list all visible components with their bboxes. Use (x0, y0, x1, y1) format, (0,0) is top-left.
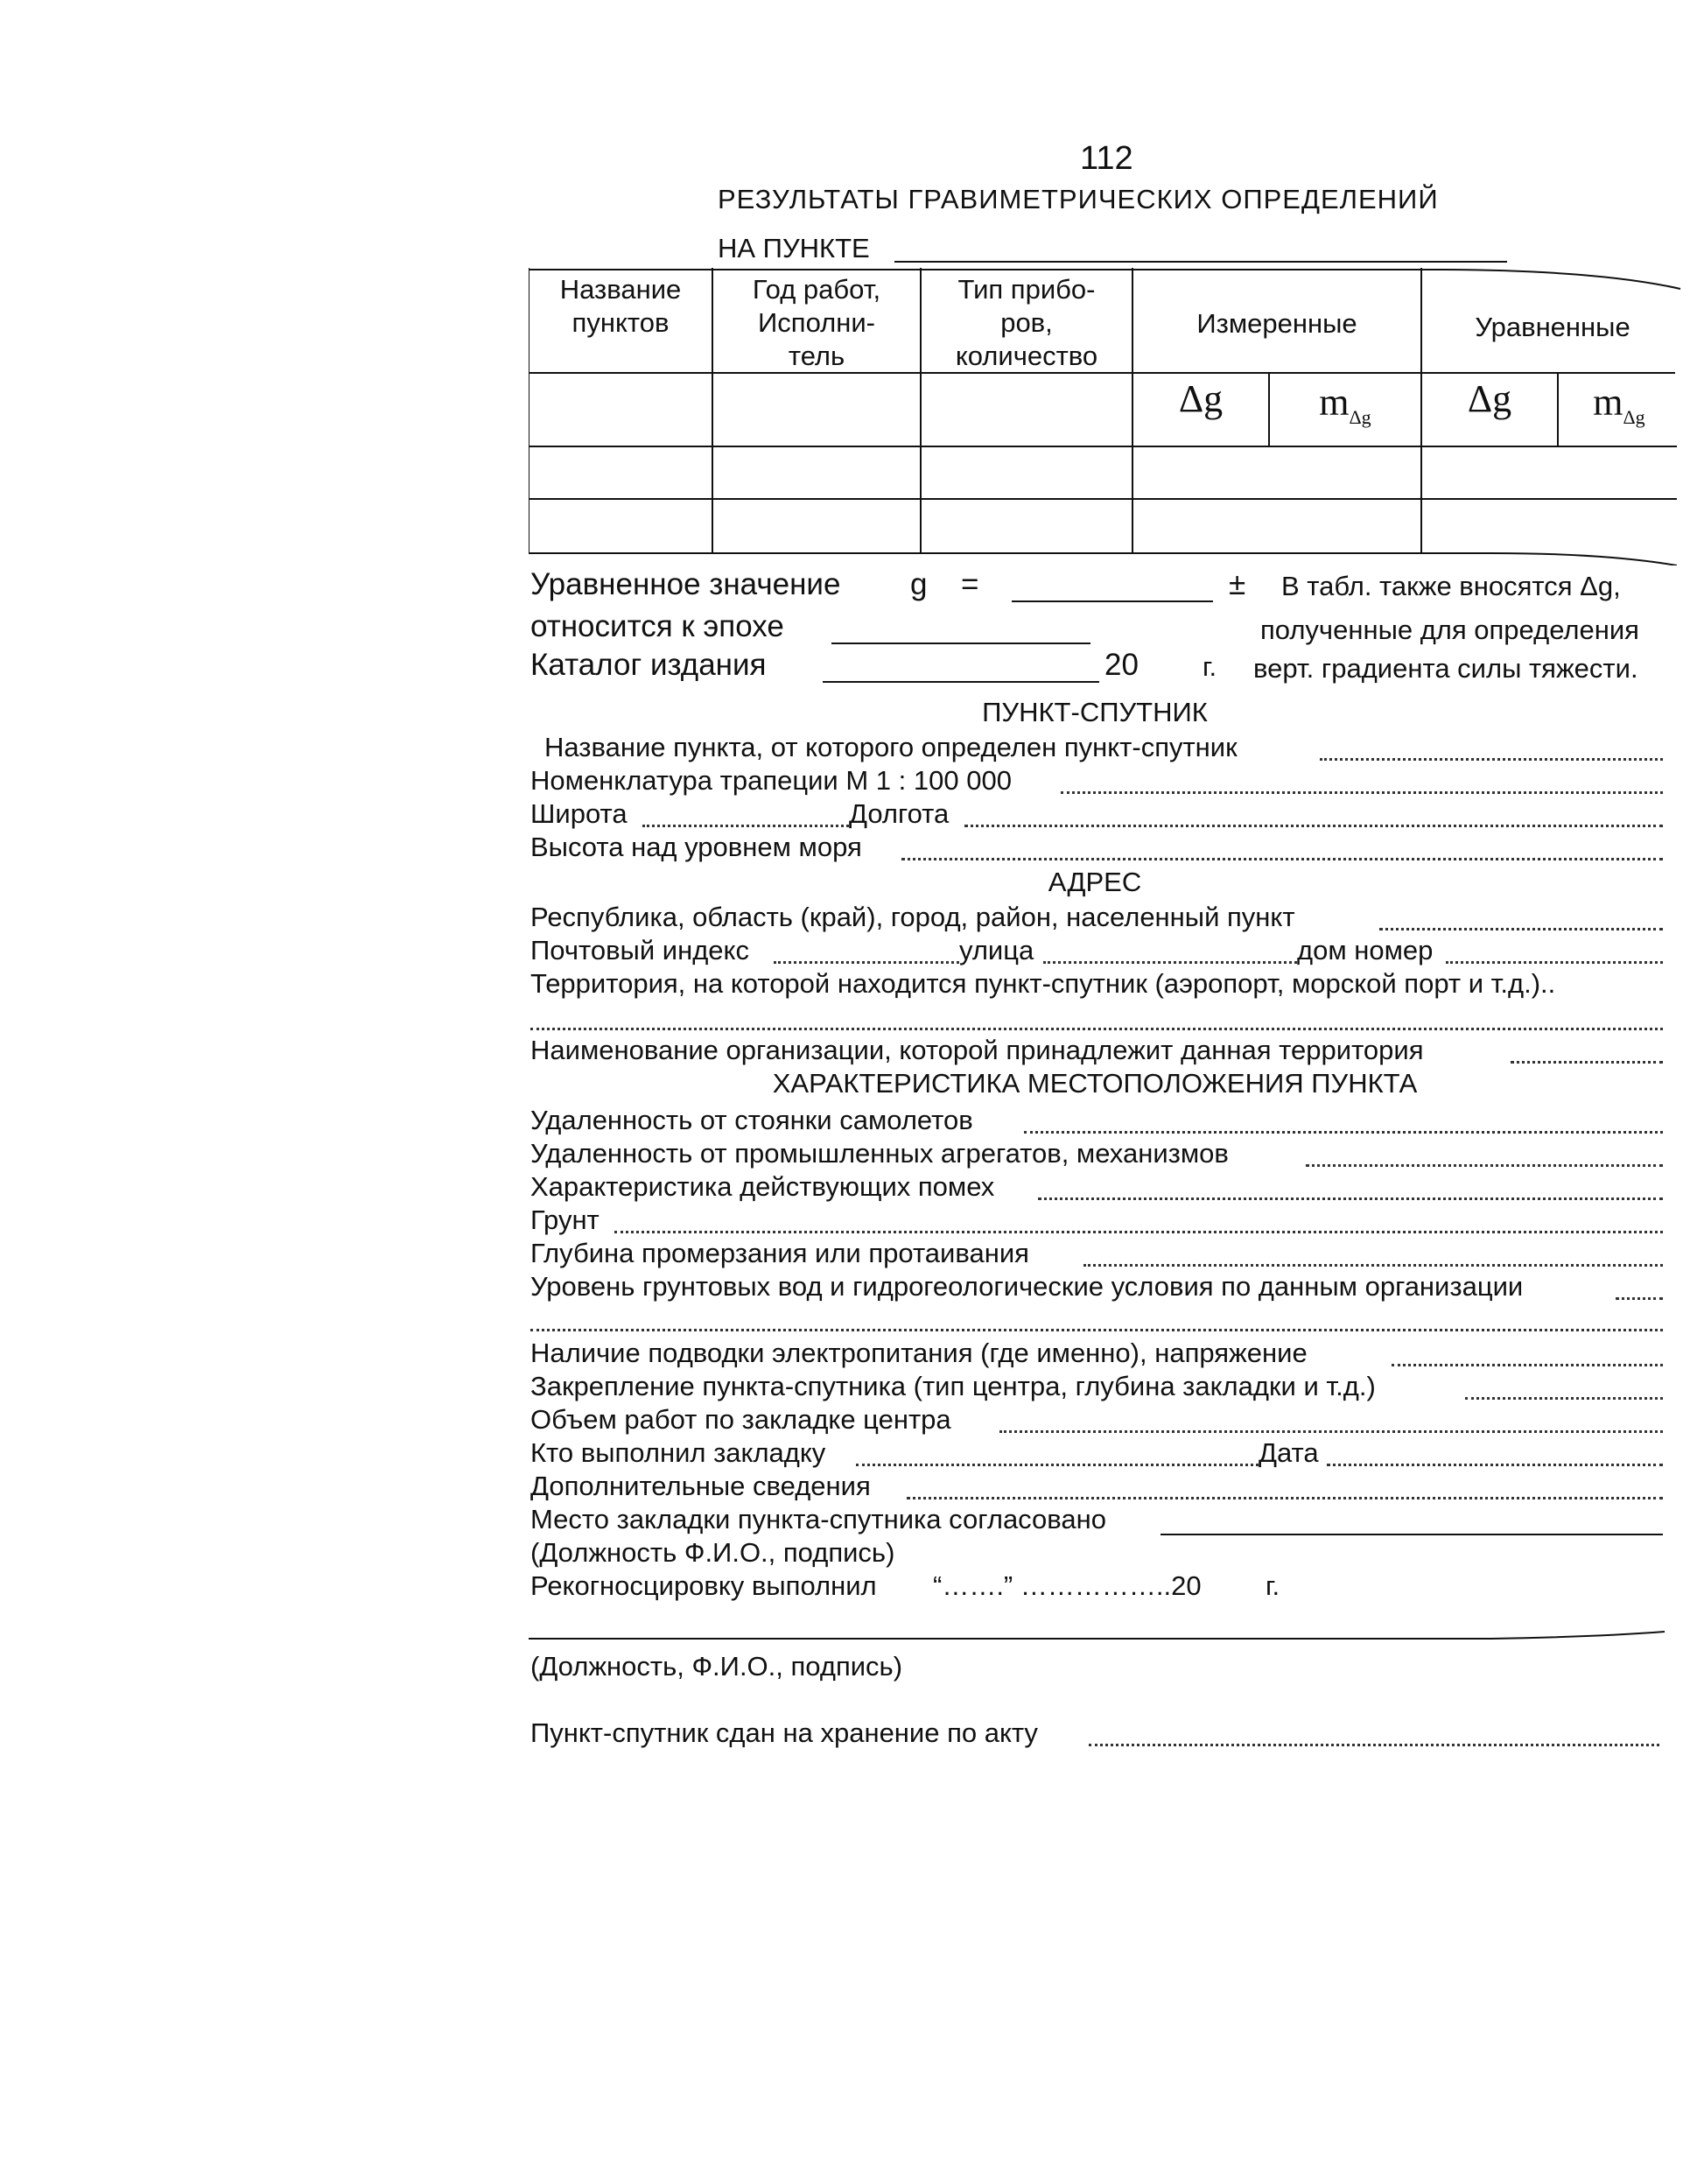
groundwater-label: Уровень грунтовых вод и гидрогеологические условия по данным организации (530, 1271, 1524, 1302)
position-label-2: (Должность, Ф.И.О., подпись) (530, 1651, 903, 1682)
adjusted-delta-g: Δg (1467, 377, 1512, 420)
name-from-label: Название пункта, от которого определен пункт-спутник (544, 732, 1238, 762)
nomenclature-field[interactable] (1061, 791, 1663, 794)
plus-minus: ± (1229, 567, 1246, 601)
industrial-label: Удаленность от промышленных агрегатов, механизмов (530, 1138, 1229, 1169)
organization-field[interactable] (1511, 1061, 1663, 1064)
recon-g: г. (1266, 1570, 1280, 1601)
epoch-field[interactable] (831, 643, 1090, 644)
signature-line[interactable] (529, 1628, 1666, 1646)
height-label: Высота над уровнем моря (530, 832, 862, 862)
industrial-field[interactable] (1306, 1164, 1663, 1167)
date-label: Дата (1259, 1437, 1319, 1468)
g-symbol: g (910, 567, 928, 601)
catalog-field[interactable] (823, 681, 1099, 683)
characteristics-heading: ХАРАКТЕРИСТИКА МЕСТОПОЛОЖЕНИЯ ПУНКТА (772, 1068, 1418, 1099)
date-field[interactable] (1327, 1464, 1663, 1466)
freeze-label: Глубина промерзания или протаивания (530, 1238, 1029, 1268)
aircraft-label: Удаленность от стоянки самолетов (530, 1105, 973, 1135)
longitude-field[interactable] (964, 825, 1663, 827)
name-from-field[interactable] (1320, 758, 1663, 761)
volume-label: Объем работ по закладке центра (530, 1404, 951, 1435)
note-line-2: полученные для определения (1260, 614, 1639, 645)
latitude-label: Широта (530, 798, 628, 829)
extra-label: Дополнительные сведения (530, 1471, 871, 1501)
page-title: РЕЗУЛЬТАТЫ ГРАВИМЕТРИЧЕСКИХ ОПРЕДЕЛЕНИЙ (718, 184, 1439, 214)
street-label: улица (959, 935, 1034, 966)
header-adjusted-text: Уравненные (1475, 312, 1630, 342)
measured-delta-g: Δg (1178, 377, 1224, 420)
agreed-field[interactable] (1161, 1534, 1663, 1535)
header-measured-text: Измеренные (1196, 308, 1357, 339)
longitude-label: Долгота (849, 798, 950, 829)
recon-date[interactable]: “…….” ……………..20 (933, 1570, 1202, 1601)
height-field[interactable] (901, 858, 1663, 860)
street-field[interactable] (1043, 961, 1297, 964)
header-year-text: Год работ, Исполни- тель (752, 274, 881, 371)
note-line-3: верт. градиента силы тяжести. (1253, 653, 1638, 684)
epoch-label: относится к эпохе (530, 609, 784, 643)
latitude-field[interactable] (642, 825, 849, 827)
territory-field[interactable] (530, 1028, 1663, 1030)
fixing-label: Закрепление пункта-спутника (тип центра, глубина закладки и т.д.) (530, 1371, 1376, 1401)
who-field[interactable] (856, 1464, 1259, 1466)
soil-label: Грунт (530, 1204, 600, 1235)
recon-label: Рекогносцировку выполнил (530, 1570, 877, 1601)
house-label: дом номер (1297, 935, 1434, 966)
freeze-field[interactable] (1083, 1264, 1663, 1267)
agreed-label: Место закладки пункта-спутника согласовано (530, 1504, 1106, 1534)
adjusted-value-label: Уравненное значение (530, 567, 841, 601)
house-field[interactable] (1446, 961, 1663, 964)
position-label-1: (Должность Ф.И.О., подпись) (530, 1537, 895, 1568)
satellite-heading: ПУНКТ-СПУТНИК (982, 697, 1208, 727)
address-heading: АДРЕС (1048, 867, 1142, 897)
adjusted-m-delta-g: mΔg (1593, 381, 1645, 428)
postcode-field[interactable] (774, 961, 959, 964)
nomenclature-label: Номенклатура трапеции М 1 : 100 000 (530, 765, 1012, 796)
equals-sign: = (961, 567, 979, 601)
storage-label: Пункт-спутник сдан на хранение по акту (530, 1717, 1038, 1748)
subtitle: НА ПУНКТЕ (718, 233, 870, 263)
adjusted-value-field[interactable] (1012, 600, 1213, 602)
who-label: Кто выполнил закладку (530, 1437, 826, 1468)
page-number: 112 (1080, 140, 1133, 177)
interference-label: Характеристика действующих помех (530, 1171, 995, 1202)
catalog-g: г. (1203, 651, 1217, 682)
aircraft-field[interactable] (1024, 1131, 1663, 1134)
extra-field[interactable] (907, 1497, 1663, 1499)
power-label: Наличие подводки электропитания (где именно), напряжение (530, 1338, 1308, 1368)
groundwater-field[interactable] (1616, 1297, 1663, 1300)
catalog-year: 20 (1104, 648, 1139, 682)
volume-field[interactable] (999, 1430, 1663, 1433)
postcode-label: Почтовый индекс (530, 935, 749, 966)
interference-field[interactable] (1038, 1197, 1663, 1200)
note-line-1: В табл. также вносятся Δg, (1281, 571, 1621, 601)
header-type-text: Тип прибо- ров, количество (955, 274, 1098, 371)
measured-m-delta-g: mΔg (1319, 381, 1371, 428)
region-label: Республика, область (край), город, район, населенный пункт (530, 902, 1295, 932)
territory-label: Территория, на которой находится пункт-спутник (аэропорт, морской порт и т.д.).. (530, 968, 1556, 999)
power-field[interactable] (1392, 1364, 1663, 1366)
header-name-text: Название пунктов (559, 274, 682, 338)
organization-label: Наименование организации, которой принадлежит данная территория (530, 1035, 1424, 1065)
soil-field[interactable] (614, 1231, 1663, 1233)
region-field[interactable] (1379, 928, 1663, 930)
fixing-field[interactable] (1465, 1397, 1663, 1400)
catalog-label: Каталог издания (530, 648, 767, 682)
storage-field[interactable] (1089, 1744, 1659, 1746)
groundwater-field-2[interactable] (530, 1329, 1663, 1331)
